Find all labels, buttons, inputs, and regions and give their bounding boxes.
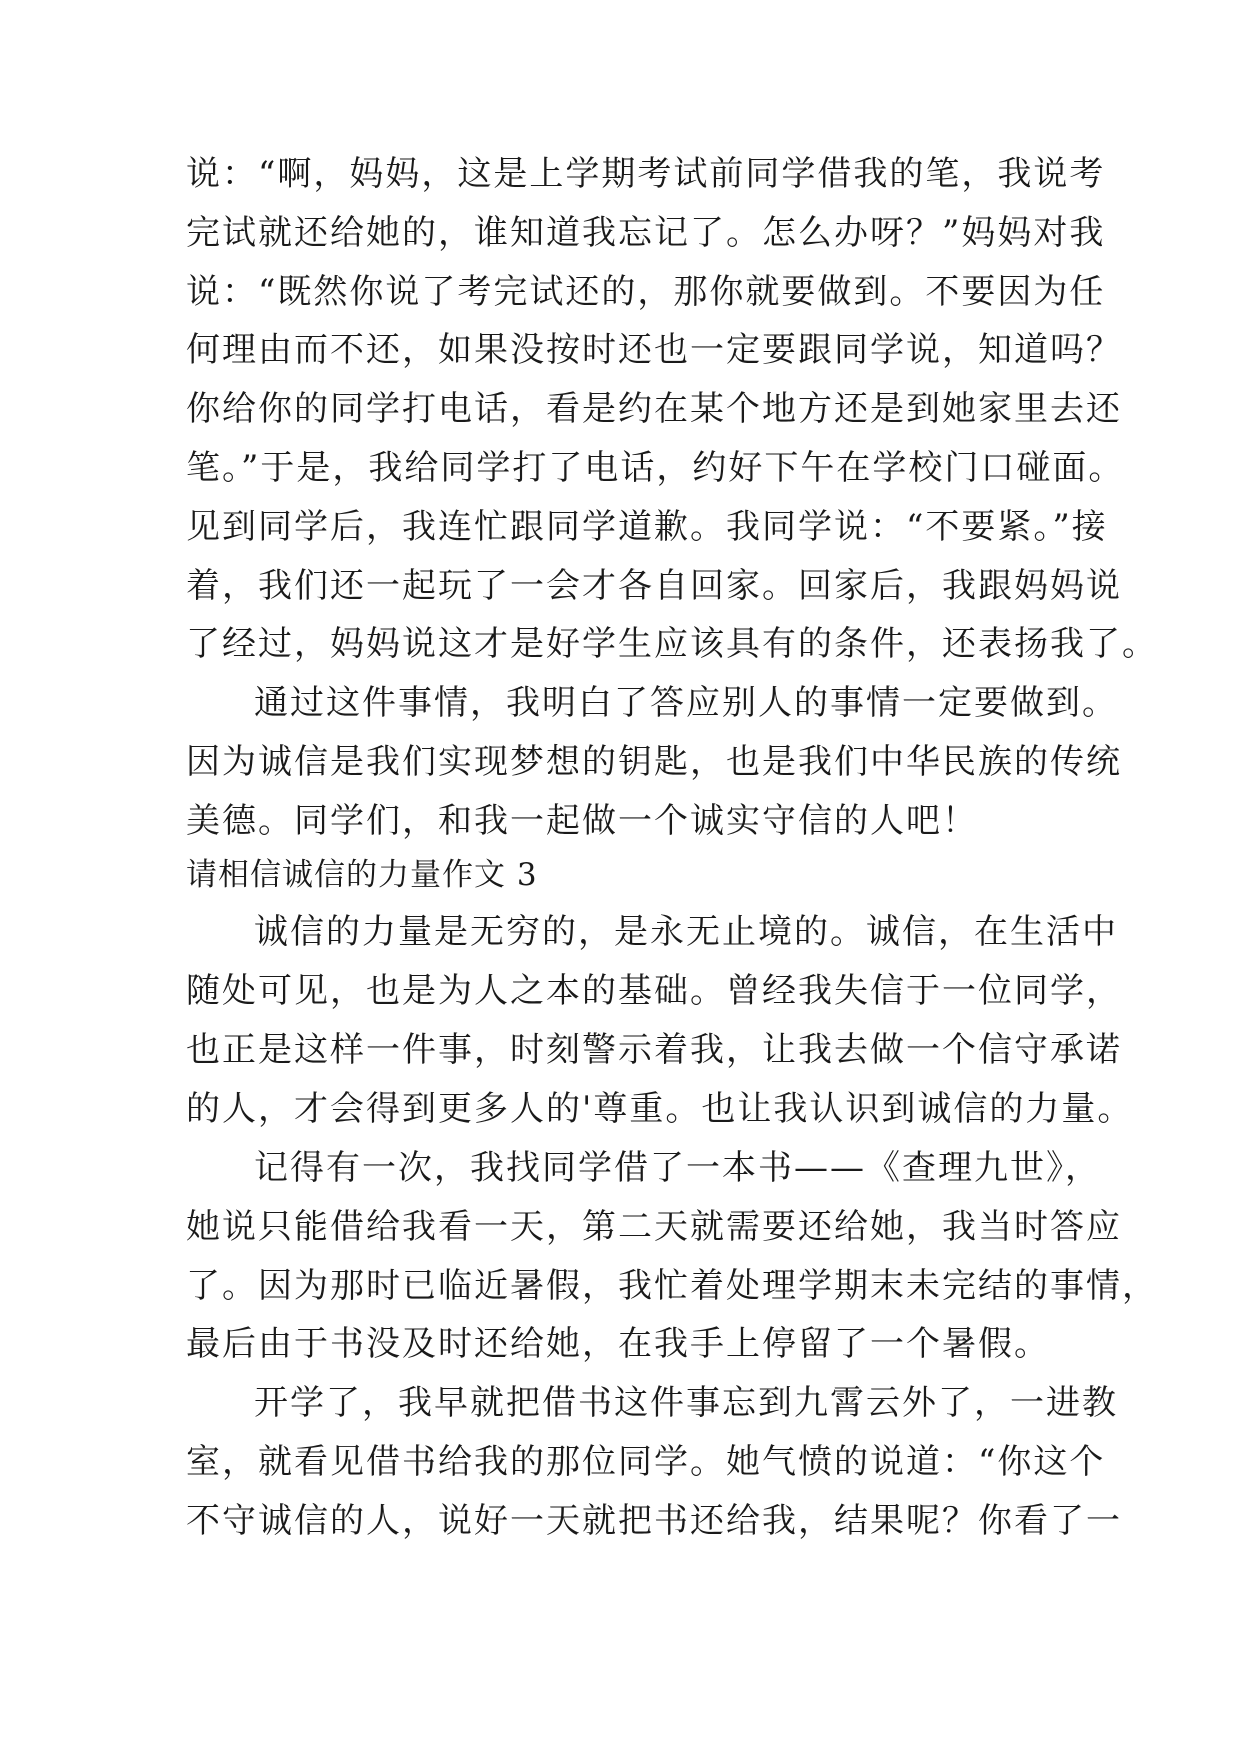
text-line: 何理由而不还，如果没按时还也一定要跟同学说，知道吗？ bbox=[186, 330, 1122, 370]
text-line: 也正是这样一件事，时刻警示着我，让我去做一个信守承诺 bbox=[186, 1030, 1122, 1070]
text-line: 室，就看见借书给我的那位同学。她气愤的说道：“你这个 bbox=[186, 1442, 1106, 1482]
text-line: 完试就还给她的，谁知道我忘记了。怎么办呀？”妈妈对我 bbox=[186, 213, 1106, 253]
text-line: 见到同学后，我连忙跟同学道歉。我同学说：“不要紧。”接 bbox=[186, 507, 1108, 547]
text-line: 说：“既然你说了考完试还的，那你就要做到。不要因为任 bbox=[186, 272, 1106, 312]
paragraph-start-line: 通过这件事情，我明白了答应别人的事情一定要做到。 bbox=[254, 683, 1118, 723]
text-line: 不守诚信的人，说好一天就把书还给我，结果呢？你看了一 bbox=[186, 1501, 1122, 1541]
text-line: 说：“啊，妈妈，这是上学期考试前同学借我的笔，我说考 bbox=[186, 154, 1106, 194]
text-line: 美德。同学们，和我一起做一个诚实守信的人吧！ bbox=[186, 801, 978, 841]
text-line: 你给你的同学打电话，看是约在某个地方还是到她家里去还 bbox=[186, 389, 1122, 429]
paragraph-start-line: 开学了，我早就把借书这件事忘到九霄云外了，一进教 bbox=[254, 1383, 1118, 1423]
text-line: 随处可见，也是为人之本的基础。曾经我失信于一位同学， bbox=[186, 971, 1122, 1011]
text-line: 了。因为那时已临近暑假，我忙着处理学期末未完结的事情， bbox=[186, 1266, 1158, 1306]
text-line: 着，我们还一起玩了一会才各自回家。回家后，我跟妈妈说 bbox=[186, 566, 1122, 606]
text-line: 的人，才会得到更多人的'尊重。也让我认识到诚信的力量。 bbox=[186, 1089, 1134, 1129]
text-line: 了经过，妈妈说这才是好学生应该具有的条件，还表扬我了。 bbox=[186, 624, 1158, 664]
text-line: 笔。”于是，我给同学打了电话，约好下午在学校门口碰面。 bbox=[186, 448, 1125, 488]
paragraph-start-line: 记得有一次，我找同学借了一本书——《查理九世》， bbox=[254, 1148, 1101, 1188]
section-heading: 请相信诚信的力量作文 3 bbox=[186, 857, 538, 893]
text-line: 因为诚信是我们实现梦想的钥匙，也是我们中华民族的传统 bbox=[186, 742, 1122, 782]
paragraph-start-line: 诚信的力量是无穷的，是永无止境的。诚信，在生活中 bbox=[254, 912, 1118, 952]
text-line: 她说只能借给我看一天，第二天就需要还给她，我当时答应 bbox=[186, 1207, 1122, 1247]
text-line: 最后由于书没及时还给她，在我手上停留了一个暑假。 bbox=[186, 1324, 1050, 1364]
